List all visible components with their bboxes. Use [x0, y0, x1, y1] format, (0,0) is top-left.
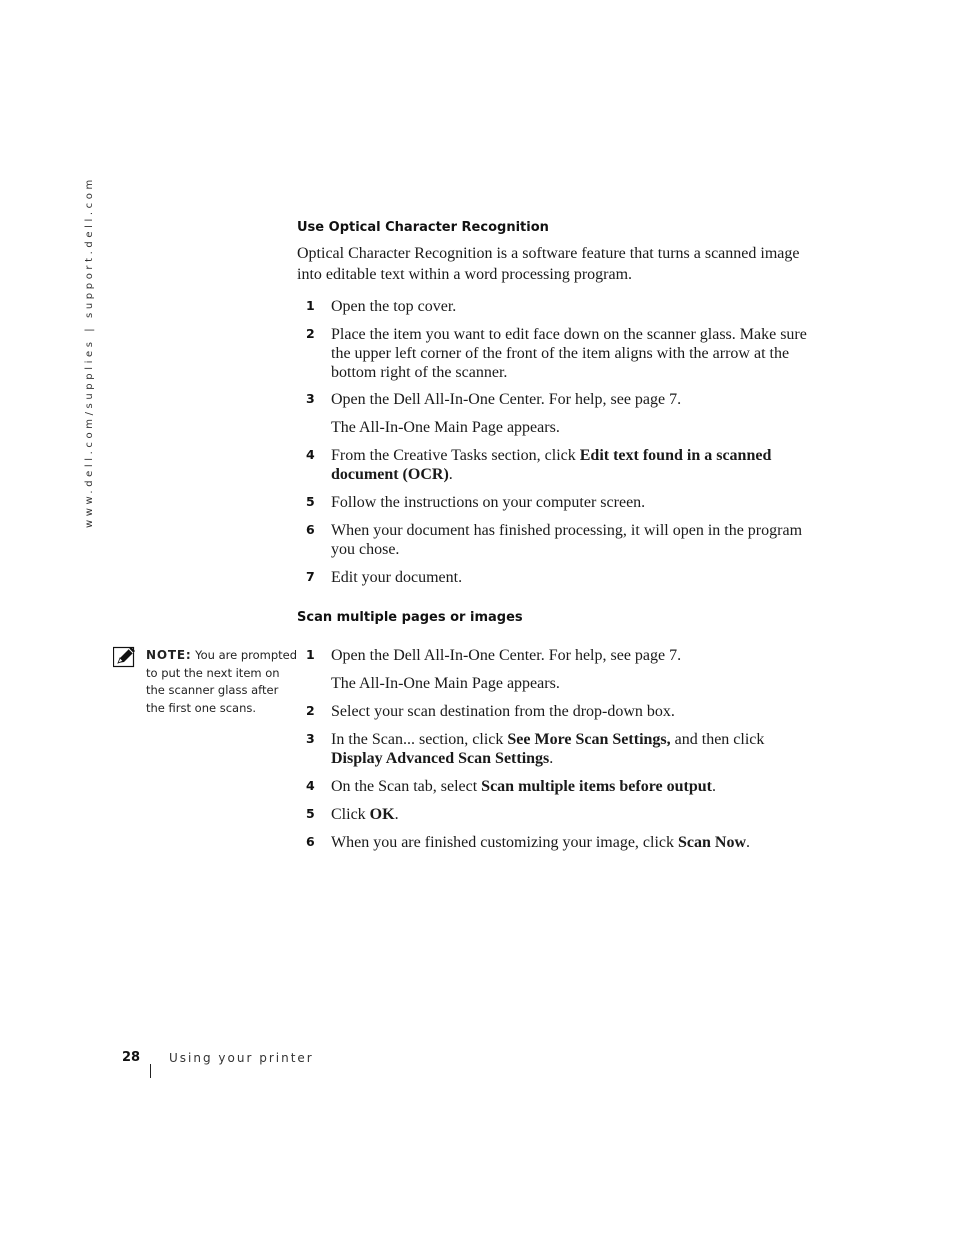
ui-label-ok: OK: [369, 806, 395, 823]
step-text: Click OK.: [331, 806, 399, 823]
step-number: 5: [306, 806, 315, 821]
ui-label-display-advanced: Display Advanced Scan Settings: [331, 750, 550, 767]
step-text: From the Creative Tasks section, click Edit text found in a scanned document (OCR).: [331, 447, 772, 483]
step-number: 5: [306, 494, 315, 509]
step-number: 4: [306, 778, 315, 793]
step-number: 6: [306, 522, 315, 537]
step-number: 2: [306, 703, 315, 718]
step-number: 3: [306, 731, 315, 746]
step-number: 1: [306, 647, 315, 662]
step-text: On the Scan tab, select Scan multiple items before output.: [331, 778, 716, 795]
note-label: NOTE:: [146, 648, 192, 662]
pencil-note-icon: [113, 646, 137, 668]
step-text: Edit your document.: [331, 569, 463, 586]
step-text: When you are finished customizing your image, click Scan Now.: [331, 834, 751, 851]
step-text: Open the Dell All-In-One Center. For help, see page 7.: [331, 391, 682, 408]
ui-label-scan-multiple: Scan multiple items before output: [481, 778, 712, 795]
page-number: 28: [122, 1050, 141, 1065]
multi-step-1-result: The All-In-One Main Page appears.: [331, 675, 560, 692]
ui-label-ocr: Edit text found in a scanned document (OCR): [331, 447, 772, 483]
footer-divider: [150, 1064, 151, 1078]
step-number: 6: [306, 834, 315, 849]
ui-label-see-more: See More Scan Settings,: [507, 731, 671, 748]
step-number: 2: [306, 326, 315, 341]
ocr-step-3-result: The All-In-One Main Page appears.: [331, 419, 560, 436]
step-text: Open the Dell All-In-One Center. For help, see page 7.: [331, 647, 682, 664]
section-heading-ocr: Use Optical Character Recognition: [297, 220, 549, 235]
section-intro-ocr: Optical Character Recognition is a software feature that turns a scanned image into editable text within a word processing program.: [297, 245, 800, 283]
step-number: 1: [306, 298, 315, 313]
side-url: www.dell.com/supplies | support.dell.com: [84, 176, 95, 528]
step-text: Follow the instructions on your computer screen.: [331, 494, 646, 511]
step-text: Open the top cover.: [331, 298, 457, 315]
step-text: Place the item you want to edit face down on the scanner glass. Make sure the upper left corner of the front of the item aligns with the arrow at the bottom right of the scanner.: [331, 326, 807, 381]
section-heading-multi: Scan multiple pages or images: [297, 610, 523, 625]
step-number: 3: [306, 391, 315, 406]
footer-title: Using your printer: [169, 1051, 314, 1065]
step-text: When your document has finished processing, it will open in the program you chose.: [331, 522, 803, 558]
step-text: In the Scan... section, click See More Scan Settings, and then click Display Advanced Scan Settings.: [331, 731, 765, 767]
note-text: NOTE: You are prompted to put the next item on the scanner glass after the first one scans.: [146, 648, 298, 715]
ui-label-scan-now: Scan Now: [678, 834, 747, 851]
step-number: 4: [306, 447, 315, 462]
step-text: Select your scan destination from the drop-down box.: [331, 703, 675, 720]
step-number: 7: [306, 569, 315, 584]
